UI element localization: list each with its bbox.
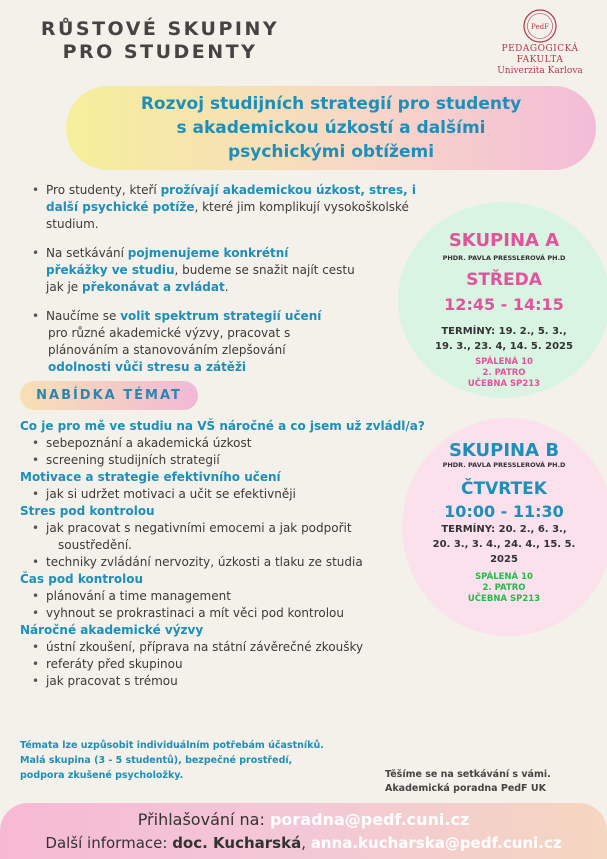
intro-bullet-3: • Naučíme se volit spektrum strategií učení pro různé akademické výzvy, pracovat s plánováním a stanovováním zlepšování odolnosti vůči stresu a zátěži xyxy=(30,308,450,376)
topic-item: • screening studijních strategií xyxy=(20,452,460,469)
signature-text: Těšíme se na setkávání s vámi. Akademická poradna PedF UK xyxy=(385,769,551,794)
group-a-title: SKUPINA A xyxy=(448,230,560,251)
topic-item: • ústní zkoušení, příprava na státní závěrečné zkoušky xyxy=(20,639,460,656)
intro-list xyxy=(30,182,450,376)
headline-line-3: psychickými obtížemi xyxy=(227,142,435,162)
headline-line-2: s akademickou úzkostí a dalšími xyxy=(176,118,486,138)
topic-item: • sebepoznání a akademická úzkost xyxy=(20,435,460,452)
group-a-time: 12:45 - 14:15 xyxy=(444,295,564,314)
topic-heading-4: Čas pod kontrolou xyxy=(20,572,144,586)
group-b-leader: PHDR. PAVLA PRESSLEROVÁ PH.D xyxy=(442,461,566,469)
group-a-leader: PHDR. PAVLA PRESSLEROVÁ PH.D xyxy=(442,254,566,262)
topic-item: • jak pracovat s negativními emocemi a jak podpořit xyxy=(20,520,460,537)
group-b-room: SPÁLENÁ 10 2. PATRO UČEBNA SP213 xyxy=(467,572,541,604)
info-line: Další informace: doc. Kucharská, anna.kucharska@pedf.cuni.cz xyxy=(45,834,562,852)
group-a-dates: TERMÍNY: 19. 2., 5. 3., 19. 3., 23. 4, 14. 5. 2025 xyxy=(435,326,573,352)
group-b-dates: TERMÍNY: 20. 2., 6. 3., 20. 3., 3. 4., 24. 4., 15. 5. 2025 xyxy=(432,524,576,565)
topic-item-continued: soustředění. xyxy=(58,538,132,552)
logo-line-2: FAKULTA xyxy=(516,55,564,65)
registration-line xyxy=(0,810,607,829)
title-line-1: RŮSTOVÉ SKUPINY xyxy=(40,18,280,40)
topic-item: • jak pracovat s trémou xyxy=(20,673,460,690)
topic-item: • plánování a time management xyxy=(20,588,460,605)
faculty-seal-icon xyxy=(522,8,558,44)
info-label: Další informace: xyxy=(45,834,173,852)
registration-email-link[interactable]: poradna@pedf.cuni.cz xyxy=(269,810,470,829)
faculty-logo xyxy=(488,8,592,77)
contact-email-link[interactable]: anna.kucharska@pedf.cuni.cz xyxy=(310,834,562,852)
note-text: Témata lze uzpůsobit individuálním potřebám účastníků. Malá skupina (3 - 5 studentů), bezpečné prostředí, podpora zkušené psycholožky. xyxy=(20,740,324,781)
svg-text:PedF: PedF xyxy=(531,23,549,31)
group-b-day: ČTVRTEK xyxy=(461,479,547,499)
logo-line-1: PEDAGOGICKÁ xyxy=(501,44,579,54)
registration-label: Přihlašování na: xyxy=(137,810,270,829)
headline-text xyxy=(66,92,596,164)
intro-bullet-1: • Pro studenty, kteří prožívají akademickou úzkost, stres, i další psychické potíže, které jim komplikují vysokoškolské studium. xyxy=(30,182,450,233)
group-b-title: SKUPINA B xyxy=(448,440,560,461)
topics-pill-label: NABÍDKA TÉMAT xyxy=(36,388,182,403)
contact-name: doc. Kucharská xyxy=(172,834,302,852)
group-a-room: SPÁLENÁ 10 2. PATRO UČEBNA SP213 xyxy=(467,357,541,389)
topic-heading-2: Motivace a strategie efektivního učení xyxy=(20,470,281,484)
topics-list xyxy=(20,418,460,690)
group-a-day: STŘEDA xyxy=(466,270,542,290)
topic-heading-1: Co je pro mě ve studiu na VŠ náročné a co jsem už zvládl/a? xyxy=(20,419,425,433)
logo-line-3: Univerzita Karlova xyxy=(497,66,583,76)
topic-item: • vyhnout se prokrastinaci a mít věci pod kontrolou xyxy=(20,605,460,622)
poster-title xyxy=(40,18,280,64)
topic-item: • techniky zvládání nervozity, úzkosti a tlaku ze studia xyxy=(20,554,460,571)
headline-line-1: Rozvoj studijních strategií pro studenty xyxy=(140,94,522,114)
group-b-time: 10:00 - 11:30 xyxy=(444,502,564,521)
topic-item: • referáty před skupinou xyxy=(20,656,460,673)
intro-bullet-2: • Na setkávání pojmenujeme konkrétní překážky ve studiu, budeme se snažit najít cestu jak je překonávat a zvládat. xyxy=(30,245,450,296)
title-line-2: PRO STUDENTY xyxy=(62,41,258,63)
topic-heading-5: Náročné akademické výzvy xyxy=(20,623,204,637)
topic-item: • jak si udržet motivaci a učit se efektivněji xyxy=(20,486,460,503)
topic-heading-3: Stres pod kontrolou xyxy=(20,504,155,518)
